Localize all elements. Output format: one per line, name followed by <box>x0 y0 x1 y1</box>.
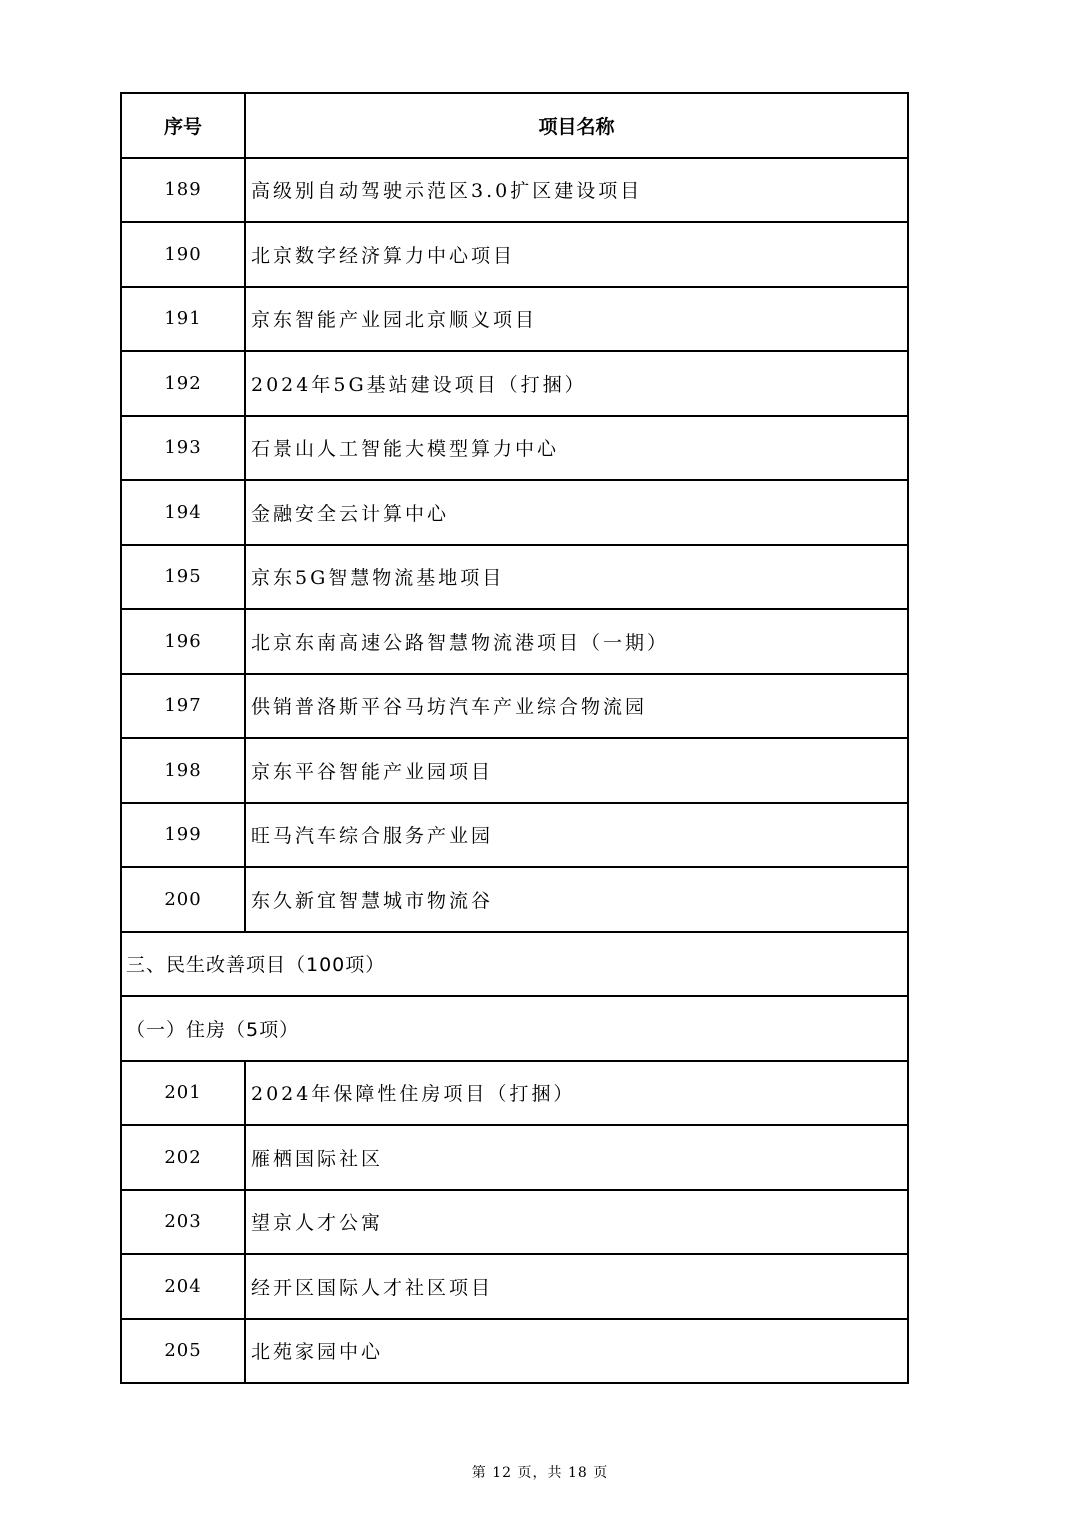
table-row <box>121 867 908 932</box>
header-serial-number: 序号 <box>121 93 245 158</box>
serial-number-cell: 193 <box>121 416 245 481</box>
serial-number-cell: 198 <box>121 738 245 803</box>
table-row <box>121 287 908 352</box>
serial-number-cell: 204 <box>121 1254 245 1319</box>
table-row <box>121 158 908 223</box>
project-name-cell: 望京人才公寓 <box>245 1190 908 1255</box>
table-row <box>121 416 908 481</box>
table-header-row <box>121 93 908 158</box>
serial-number-cell: 191 <box>121 287 245 352</box>
serial-number-cell: 201 <box>121 1061 245 1126</box>
table-row <box>121 674 908 739</box>
section-row <box>121 932 908 997</box>
project-name-cell: 京东智能产业园北京顺义项目 <box>245 287 908 352</box>
table-row <box>121 609 908 674</box>
project-name-cell: 2024年保障性住房项目（打捆） <box>245 1061 908 1126</box>
serial-number-cell: 203 <box>121 1190 245 1255</box>
table-row <box>121 480 908 545</box>
project-name-cell: 京东5G智慧物流基地项目 <box>245 545 908 610</box>
project-name-cell: 东久新宜智慧城市物流谷 <box>245 867 908 932</box>
serial-number-cell: 197 <box>121 674 245 739</box>
serial-number-cell: 196 <box>121 609 245 674</box>
subsection-heading: （一）住房（5项） <box>121 996 908 1061</box>
table-row <box>121 545 908 610</box>
project-name-cell: 雁栖国际社区 <box>245 1125 908 1190</box>
project-name-cell: 北苑家园中心 <box>245 1319 908 1384</box>
table-row <box>121 351 908 416</box>
section-heading: 三、民生改善项目（100项） <box>121 932 908 997</box>
serial-number-cell: 192 <box>121 351 245 416</box>
project-name-cell: 石景山人工智能大模型算力中心 <box>245 416 908 481</box>
serial-number-cell: 189 <box>121 158 245 223</box>
serial-number-cell: 199 <box>121 803 245 868</box>
table-row <box>121 1254 908 1319</box>
table-row <box>121 1125 908 1190</box>
project-name-cell: 高级别自动驾驶示范区3.0扩区建设项目 <box>245 158 908 223</box>
serial-number-cell: 205 <box>121 1319 245 1384</box>
serial-number-cell: 200 <box>121 867 245 932</box>
table-row <box>121 803 908 868</box>
project-table <box>120 92 909 1384</box>
header-project-name: 项目名称 <box>245 93 908 158</box>
subsection-row <box>121 996 908 1061</box>
table-row <box>121 1190 908 1255</box>
serial-number-cell: 195 <box>121 545 245 610</box>
table-row <box>121 738 908 803</box>
project-name-cell: 经开区国际人才社区项目 <box>245 1254 908 1319</box>
table-row <box>121 1319 908 1384</box>
table-row <box>121 1061 908 1126</box>
project-name-cell: 2024年5G基站建设项目（打捆） <box>245 351 908 416</box>
project-name-cell: 旺马汽车综合服务产业园 <box>245 803 908 868</box>
project-name-cell: 金融安全云计算中心 <box>245 480 908 545</box>
serial-number-cell: 190 <box>121 222 245 287</box>
serial-number-cell: 202 <box>121 1125 245 1190</box>
project-name-cell: 供销普洛斯平谷马坊汽车产业综合物流园 <box>245 674 908 739</box>
project-name-cell: 北京数字经济算力中心项目 <box>245 222 908 287</box>
table-row <box>121 222 908 287</box>
page-number: 第 12 页，共 18 页 <box>471 1465 609 1481</box>
project-name-cell: 北京东南高速公路智慧物流港项目（一期） <box>245 609 908 674</box>
serial-number-cell: 194 <box>121 480 245 545</box>
project-name-cell: 京东平谷智能产业园项目 <box>245 738 908 803</box>
